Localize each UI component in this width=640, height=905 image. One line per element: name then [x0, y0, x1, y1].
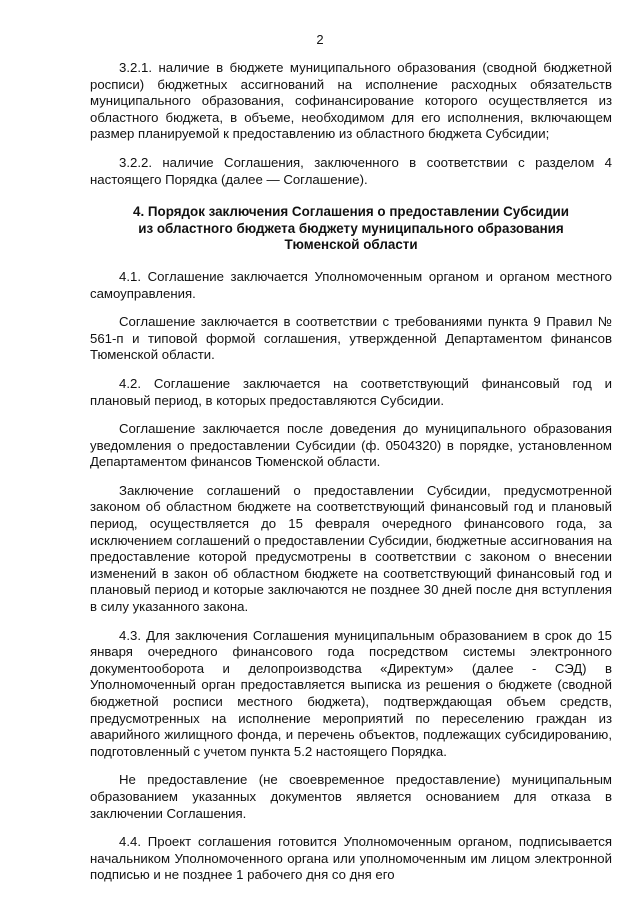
paragraph-3-2-2: 3.2.2. наличие Соглашения, заключенного в соответствии с разделом 4 настоящего Порядка (далее — Соглашение).	[90, 154, 612, 187]
paragraph-4-4: 4.4. Проект соглашения готовится Уполномоченным органом, подписывается начальником Уполномоченного органа или уполномоченным им лицом электронной подписью и не позднее 1 рабочего дня со дня его	[90, 834, 612, 883]
paragraph-4-2-notice: Соглашение заключается после доведения до муниципального образования уведомления о предоставлении Субсидии (ф. 0504320) в порядке, установленном Департаментом финансов Тюменской области.	[90, 421, 612, 470]
document-body	[90, 60, 612, 884]
paragraph-4-1: 4.1. Соглашение заключается Уполномоченным органом и органом местного самоуправления.	[90, 268, 612, 301]
section-heading-line-2: из областного бюджета бюджету муниципального образования	[138, 220, 564, 236]
paragraph-3-2-1: 3.2.1. наличие в бюджете муниципального образования (сводной бюджетной росписи) бюджетных ассигнований на исполнение расходных обязательств муниципального образования, софинансирование которого осуществляется из областного бюджета, в объеме, необходимом для его исполнения, включающем размер планируемой к предоставлению из областного бюджета Субсидии;	[90, 60, 612, 142]
paragraph-4-1-rules: Соглашение заключается в соответствии с требованиями пункта 9 Правил № 561-п и типовой формой соглашения, утвержденной Департаментом финансов Тюменской области.	[90, 314, 612, 363]
paragraph-4-2-deadline: Заключение соглашений о предоставлении Субсидии, предусмотренной законом об областном бюджете на соответствующий финансовый год и плановый период, осуществляется до 15 февраля очередного финансового года, за исключением соглашений о предоставлении Субсидии, бюджетные ассигнования на предоставление которой предусмотрены в соответствии с законом о внесении изменений в закон об областном бюджете на соответствующий финансовый год и плановый период и которые заключаются не позднее 30 дней после дня вступления в силу указанного закона.	[90, 482, 612, 615]
section-heading	[90, 204, 612, 254]
section-heading-line-3: Тюменской области	[284, 237, 418, 253]
paragraph-4-2: 4.2. Соглашение заключается на соответствующий финансовый год и плановый период, в которых предоставляются Субсидии.	[90, 375, 612, 408]
section-heading-line-1: 4. Порядок заключения Соглашения о предоставлении Субсидии	[133, 204, 569, 220]
page-number: 2	[316, 32, 324, 47]
paragraph-4-3-refusal: Не предоставление (не своевременное предоставление) муниципальным образованием указанных документов является основанием для отказа в заключении Соглашения.	[90, 772, 612, 821]
paragraph-4-3: 4.3. Для заключения Соглашения муниципальным образованием в срок до 15 января очередного финансового года посредством системы электронного документооборота и делопроизводства «Директум» (далее - СЭД) в Уполномоченный орган предоставляется выписка из решения о бюджете (сводной бюджетной росписи местного бюджета), подтверждающая объем средств, предусмотренных на исполнение мероприятий по переселению граждан из аварийного жилищного фонда, и перечень объектов, подлежащих субсидированию, подготовленный с учетом пункта 5.2 настоящего Порядка.	[90, 627, 612, 759]
